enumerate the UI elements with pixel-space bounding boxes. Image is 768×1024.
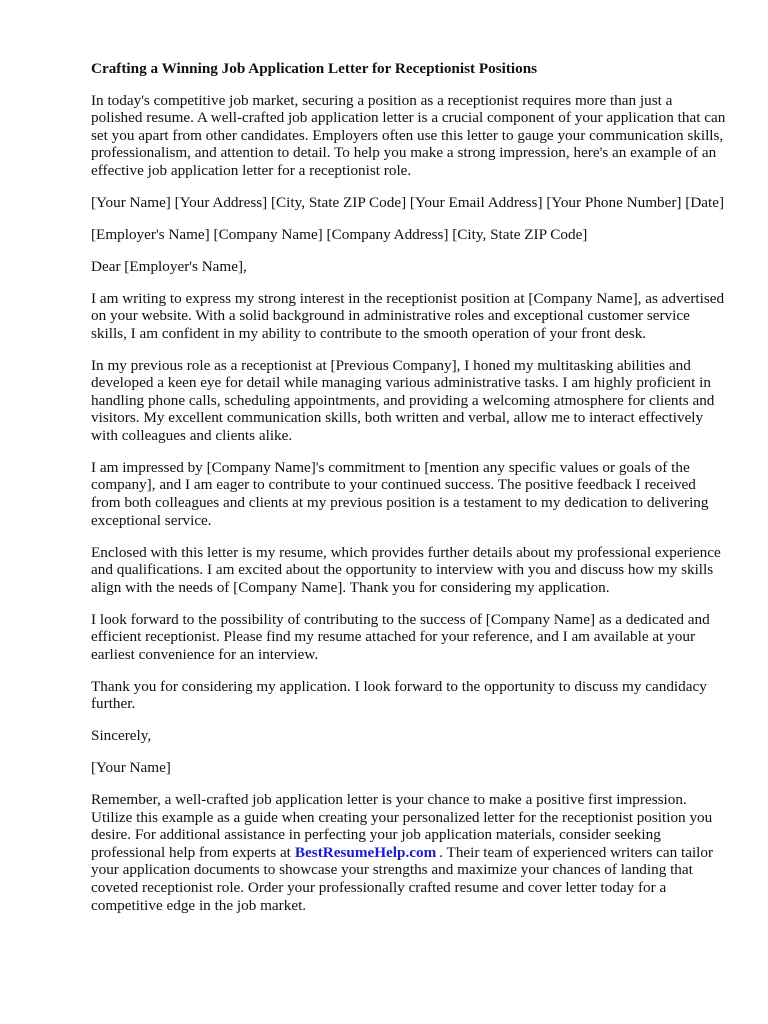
closing: Sincerely, [91,727,152,745]
body-paragraph-2: In my previous role as a receptionist at [Previous Company], I honed my multitasking abilities and developed a keen eye for detail while managing various administrative tasks. I am highly proficient in handling phone calls, scheduling appointments, and providing a welcoming atmosphere for clients and visitors. My excellent communication skills, both written and verbal, allow me to interact effectively with colleagues and clients alike. [91,356,715,444]
employer-info: [Employer's Name] [Company Name] [Company Address] [City, State ZIP Code] [91,225,588,243]
outro-text-after-link: . Their team of experienced writers can tailor your application documents to showcase your strengths and maximize your chances of landing that coveted receptionist role. Order your professionally crafted resume and cover letter today for a competitive edge in the job market. [91,843,714,914]
bestresumehelp-link[interactable]: BestResumeHelp.com [294,843,437,861]
body-paragraph-5: I look forward to the possibility of contributing to the success of [Company Name] as a dedicated and efficient receptionist. Please find my resume attached for your reference, and I am available at your earliest convenience for an interview. [91,610,710,663]
sender-info: [Your Name] [Your Address] [City, State ZIP Code] [Your Email Address] [Your Phone Number] [Date] [91,193,725,211]
body-paragraph-4: Enclosed with this letter is my resume, which provides further details about my professional experience and qualifications. I am excited about the opportunity to interview with you and discuss how my skills align with the needs of [Company Name]. Thank you for considering my application. [91,543,721,596]
salutation: Dear [Employer's Name], [91,257,247,275]
body-paragraph-6: Thank you for considering my application. I look forward to the opportunity to discuss my candidacy further. [91,677,707,713]
document-page [91,60,726,928]
signature: [Your Name] [91,759,171,777]
intro-paragraph: In today's competitive job market, securing a position as a receptionist requires more than just a polished resume. A well-crafted job application letter is a crucial component of your application that can set you apart from other candidates. Employers often use this letter to gauge your communication skills, professionalism, and attention to detail. To help you make a strong impression, here's an example of an effective job application letter for a receptionist role. [91,91,726,179]
body-paragraph-1: I am writing to express my strong interest in the receptionist position at [Company Name], as advertised on your website. With a solid background in administrative roles and exceptional customer service skills, I am confident in my ability to contribute to the smooth operation of your front desk. [91,289,725,342]
body-paragraph-3: I am impressed by [Company Name]'s commitment to [mention any specific values or goals of the company], and I am eager to contribute to your continued success. The positive feedback I received from both colleagues and clients at my previous position is a testament to my dedication to delivering exceptional service. [91,458,709,529]
outro-text-before-link: Remember, a well-crafted job application letter is your chance to make a positive first impression. Utilize this example as a guide when creating your personalized letter for the receptionist position you desire. For additional assistance in perfecting your job application materials, consider seeking professional help from experts at [91,790,713,861]
document-title: Crafting a Winning Job Application Letter for Receptionist Positions [91,60,538,77]
outro-paragraph [91,791,726,914]
